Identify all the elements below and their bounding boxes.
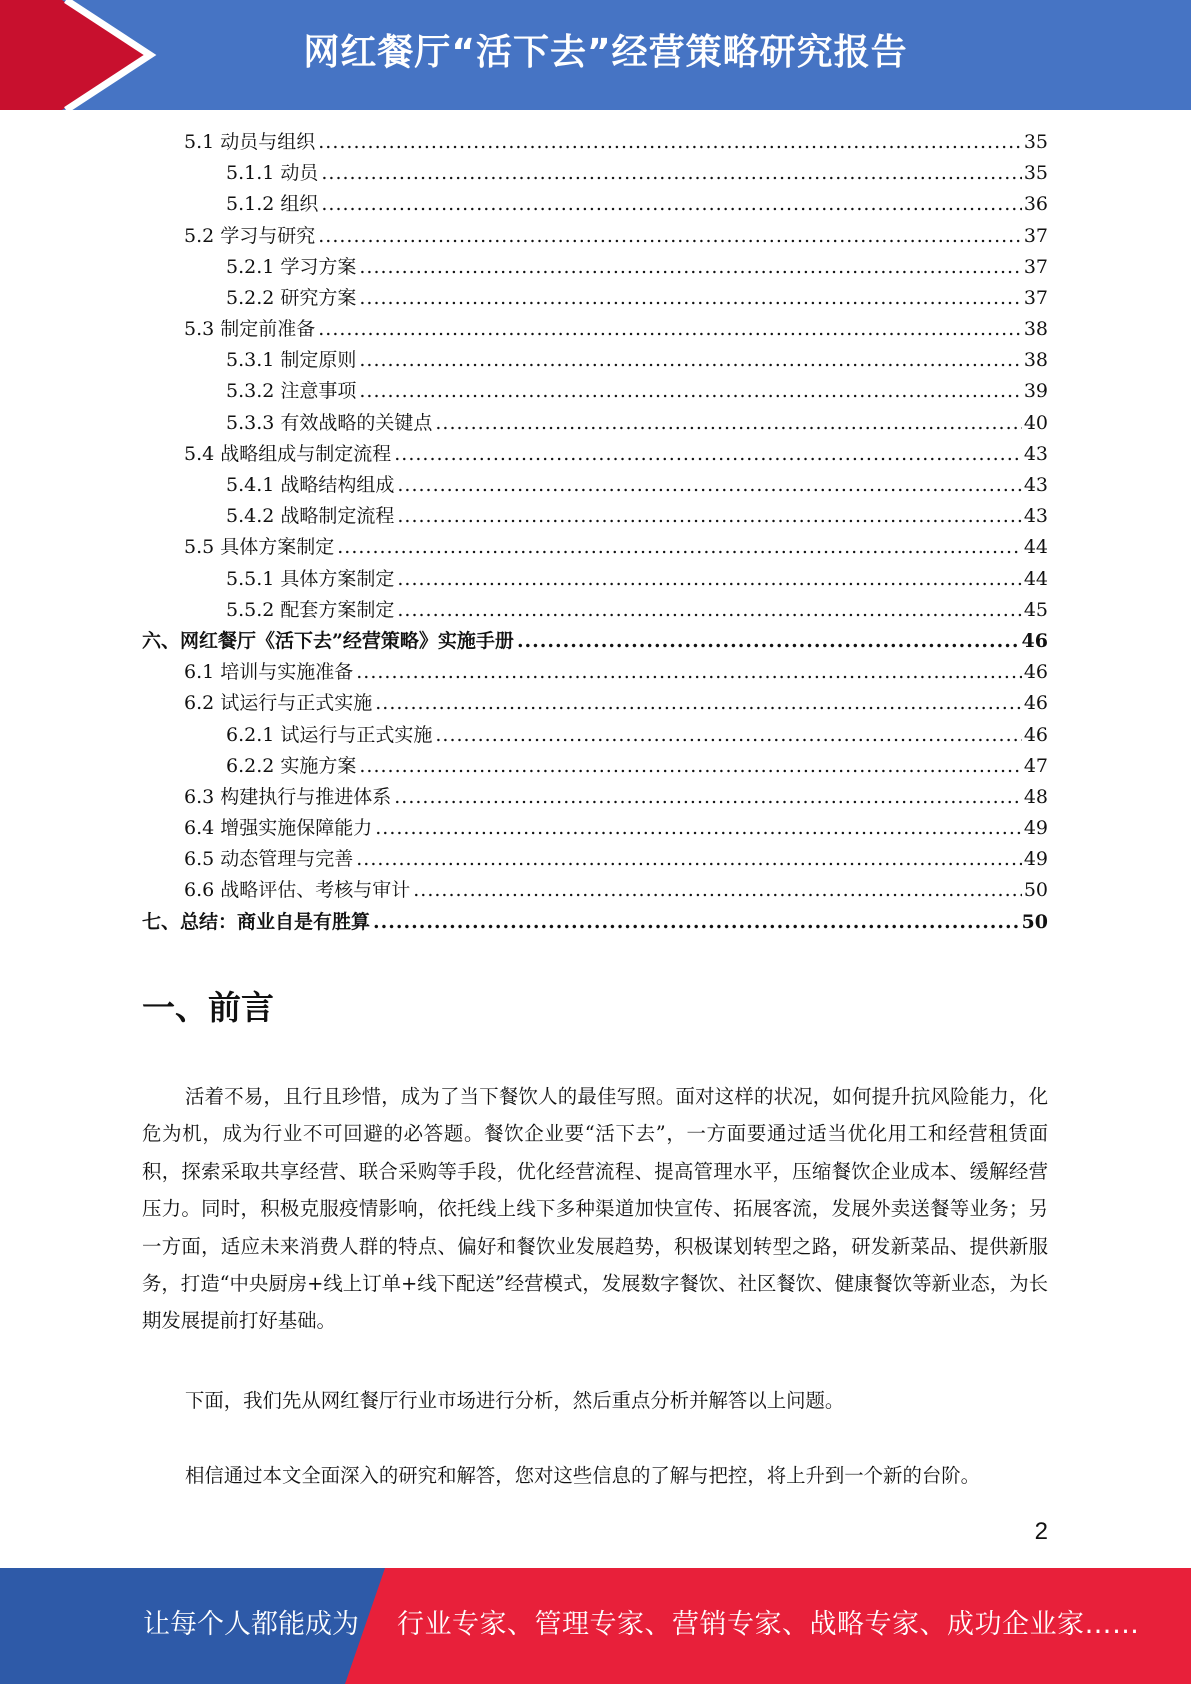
toc-entry[interactable] <box>142 158 1048 189</box>
toc-entry[interactable] <box>142 751 1048 782</box>
toc-dot-leader <box>373 907 1020 938</box>
toc-entry[interactable] <box>142 720 1048 751</box>
toc-dot-leader <box>394 439 1022 470</box>
toc-entry-page: 36 <box>1023 193 1048 216</box>
toc-entry-label: 6.2.1 试运行与正式实施 <box>226 723 433 746</box>
toc-entry-page: 46 <box>1021 629 1048 652</box>
toc-entry[interactable] <box>142 377 1048 408</box>
toc-dot-leader <box>413 875 1022 906</box>
page-number: 2 <box>1034 1518 1048 1545</box>
toc-entry[interactable] <box>142 221 1048 252</box>
toc-entry-label: 5.1.2 组织 <box>226 193 319 216</box>
toc-entry-label: 6.2 试运行与正式实施 <box>184 692 373 715</box>
toc-dot-leader <box>356 844 1022 875</box>
toc-entry-label: 6.1 培训与实施准备 <box>184 661 354 684</box>
toc-entry-page: 46 <box>1023 661 1048 684</box>
toc-entry-page: 44 <box>1023 567 1048 590</box>
toc-dot-leader <box>397 595 1021 626</box>
footer-slogan-left: 让每个人都能成为 <box>143 1609 359 1640</box>
footer-slogan-right: 行业专家、管理专家、营销专家、战略专家、成功企业家…… <box>397 1609 1140 1640</box>
toc-entry[interactable] <box>142 439 1048 470</box>
toc-dot-leader <box>375 688 1022 719</box>
toc-entry[interactable] <box>142 189 1048 220</box>
toc-entry[interactable] <box>142 688 1048 719</box>
toc-dot-leader <box>359 751 1021 782</box>
toc-entry-page: 46 <box>1023 692 1048 715</box>
toc-entry-label: 6.4 增强实施保障能力 <box>184 817 373 840</box>
toc-dot-leader <box>435 408 1021 439</box>
toc-entry-page: 43 <box>1023 505 1048 528</box>
toc-dot-leader <box>359 376 1021 407</box>
toc-entry[interactable] <box>142 532 1048 563</box>
toc-dot-leader <box>321 189 1021 220</box>
toc-entry[interactable] <box>142 127 1048 158</box>
toc-entry[interactable] <box>142 657 1048 688</box>
section-heading: 一、前言 <box>142 988 274 1027</box>
toc-entry-label: 6.3 构建执行与推进体系 <box>184 785 392 808</box>
toc-entry-page: 46 <box>1023 723 1048 746</box>
toc-dot-leader <box>337 532 1022 563</box>
toc-entry[interactable] <box>142 844 1048 875</box>
toc-entry-label: 5.5 具体方案制定 <box>184 536 335 559</box>
toc-entry-label: 六、网红餐厅《活下去”经营策略》实施手册 <box>142 629 514 652</box>
toc-dot-leader <box>318 127 1022 158</box>
toc-dot-leader <box>517 626 1020 657</box>
toc-entry-page: 37 <box>1023 286 1048 309</box>
toc-entry-page: 45 <box>1023 598 1048 621</box>
toc-entry[interactable] <box>142 907 1048 938</box>
toc-entry[interactable] <box>142 813 1048 844</box>
toc-entry-page: 43 <box>1023 474 1048 497</box>
toc-entry-page: 40 <box>1023 411 1048 434</box>
toc-entry-label: 5.1 动员与组织 <box>184 130 316 153</box>
toc-dot-leader <box>318 221 1022 252</box>
toc-dot-leader <box>397 470 1021 501</box>
toc-dot-leader <box>397 501 1021 532</box>
page-footer <box>0 1568 1191 1684</box>
toc-dot-leader <box>359 283 1021 314</box>
toc-dot-leader <box>375 813 1022 844</box>
page-header <box>0 0 1191 110</box>
toc-entry-label: 5.2.1 学习方案 <box>226 255 357 278</box>
toc-entry-label: 5.5.2 配套方案制定 <box>226 598 395 621</box>
toc-entry-label: 6.5 动态管理与完善 <box>184 848 354 871</box>
toc-dot-leader <box>359 345 1021 376</box>
toc-entry-page: 38 <box>1023 349 1048 372</box>
intro-paragraph-2: 下面，我们先从网红餐厅行业市场进行分析，然后重点分析并解答以上问题。 <box>185 1389 845 1412</box>
toc-entry-page: 35 <box>1023 162 1048 185</box>
toc-dot-leader <box>394 782 1022 813</box>
toc-entry-page: 38 <box>1023 318 1048 341</box>
toc-entry-label: 6.2.2 实施方案 <box>226 754 357 777</box>
intro-paragraph-3: 相信通过本文全面深入的研究和解答，您对这些信息的了解与把控，将上升到一个新的台阶。 <box>185 1464 981 1487</box>
toc-entry-page: 47 <box>1023 754 1048 777</box>
toc-entry-label: 6.6 战略评估、考核与审计 <box>184 879 411 902</box>
toc-entry[interactable] <box>142 252 1048 283</box>
toc-entry-page: 50 <box>1023 879 1048 902</box>
toc-entry[interactable] <box>142 314 1048 345</box>
toc-entry-page: 49 <box>1023 848 1048 871</box>
toc-entry-label: 5.3.3 有效战略的关键点 <box>226 411 433 434</box>
toc-entry[interactable] <box>142 283 1048 314</box>
toc-entry[interactable] <box>142 876 1048 907</box>
toc-dot-leader <box>318 314 1022 345</box>
toc-dot-leader <box>356 657 1022 688</box>
toc-entry-page: 43 <box>1023 442 1048 465</box>
toc-entry[interactable] <box>142 595 1048 626</box>
toc-entry[interactable] <box>142 345 1048 376</box>
toc-entry-page: 49 <box>1023 817 1048 840</box>
toc-entry[interactable] <box>142 782 1048 813</box>
table-of-contents <box>142 127 1048 938</box>
toc-entry-label: 5.2 学习与研究 <box>184 224 316 247</box>
toc-entry-label: 5.3.2 注意事项 <box>226 380 357 403</box>
toc-entry-label: 七、总结：商业自是有胜算 <box>142 910 371 933</box>
toc-entry-label: 5.4.1 战略结构组成 <box>226 474 395 497</box>
toc-entry-label: 5.2.2 研究方案 <box>226 286 357 309</box>
toc-entry[interactable] <box>142 470 1048 501</box>
toc-entry[interactable] <box>142 408 1048 439</box>
toc-entry-page: 37 <box>1023 255 1048 278</box>
report-title: 网红餐厅“活下去”经营策略研究报告 <box>303 32 908 73</box>
toc-entry-label: 5.3.1 制定原则 <box>226 349 357 372</box>
toc-entry-page: 44 <box>1023 536 1048 559</box>
toc-dot-leader <box>359 252 1021 283</box>
toc-entry[interactable] <box>142 626 1048 657</box>
toc-entry-label: 5.5.1 具体方案制定 <box>226 567 395 590</box>
toc-entry-page: 35 <box>1023 130 1048 153</box>
toc-entry-page: 48 <box>1023 785 1048 808</box>
toc-dot-leader <box>435 720 1021 751</box>
toc-dot-leader <box>321 158 1021 189</box>
toc-dot-leader <box>397 564 1021 595</box>
toc-entry-label: 5.4.2 战略制定流程 <box>226 505 395 528</box>
toc-entry-page: 39 <box>1023 380 1048 403</box>
toc-entry-label: 5.1.1 动员 <box>226 162 319 185</box>
toc-entry[interactable] <box>142 501 1048 532</box>
toc-entry[interactable] <box>142 564 1048 595</box>
intro-paragraph-1: 活着不易，且行且珍惜，成为了当下餐饮人的最佳写照。面对这样的状况，如何提升抗风险能力，化危为机，成为行业不可回避的必答题。餐饮企业要“活下去”，一方面要通过适当优化用工和经营租赁面积，探索采取共享经营、联合采购等手段，优化经营流程、提高管理水平，压缩餐饮企业成本、缓解经营压力。同时，积极克服疫情影响，依托线上线下多种渠道加快宣传、拓展客流，发展外卖送餐等业务；另一方面，适应未来消费人群的特点、偏好和餐饮业发展趋势，积极谋划转型之路，研发新菜品、提供新服务，打造“中央厨房+线上订单+线下配送”经营模式，发展数字餐饮、社区餐饮、健康餐饮等新业态，为长期发展提前打好基础。 <box>142 1085 1048 1333</box>
toc-entry-label: 5.4 战略组成与制定流程 <box>184 442 392 465</box>
toc-entry-page: 50 <box>1021 910 1048 933</box>
toc-entry-page: 37 <box>1023 224 1048 247</box>
toc-entry-label: 5.3 制定前准备 <box>184 318 316 341</box>
